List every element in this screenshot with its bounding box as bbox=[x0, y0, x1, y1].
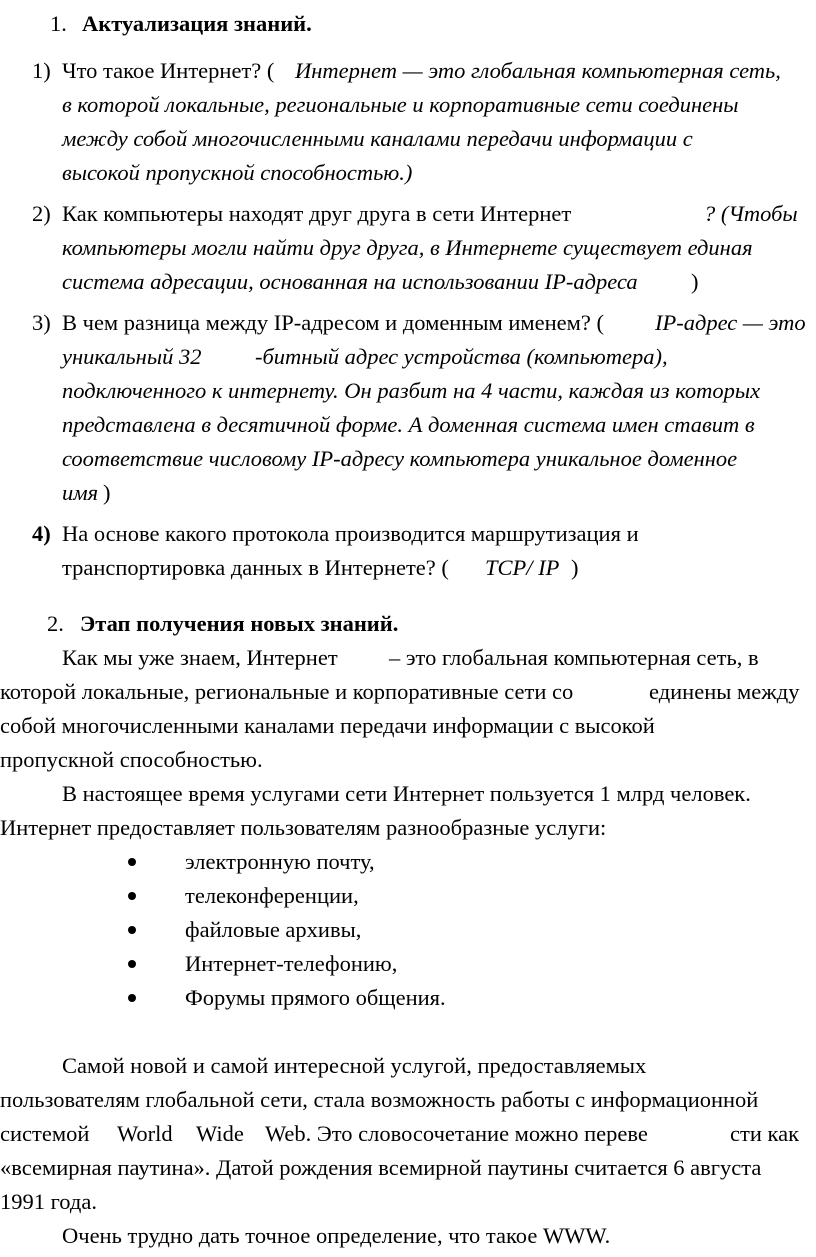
paragraph-1-line-2a: которой локальные, региональные и корпоративные сети со bbox=[0, 679, 574, 704]
question-2-text: Как компьютеры находят друг друга в сети Интернет bbox=[62, 201, 572, 226]
bullet-icon bbox=[128, 858, 136, 866]
paragraph-1-line-1a: Как мы уже знаем, Интернет bbox=[62, 645, 338, 670]
question-3-text: В чем разница между IP-адресом и доменным именем? ( bbox=[62, 310, 605, 335]
paragraph-3-line-3b: World bbox=[117, 1121, 173, 1146]
answer-3-line-2a: уникальный 32 bbox=[62, 344, 202, 369]
paragraph-1-line-3: собой многочисленными каналами передачи информации с высокой bbox=[0, 713, 655, 738]
list-item-service-5: Форумы прямого общения. bbox=[185, 985, 446, 1010]
paragraph-3-line-2: пользователям глобальной сети, стала возможность работы с информационной bbox=[0, 1087, 759, 1112]
bullet-icon bbox=[128, 892, 136, 900]
answer-2-close: ) bbox=[691, 269, 699, 294]
answer-4: TCP/ IP bbox=[485, 555, 560, 580]
paragraph-3-line-1: Самой новой и самой интересной услугой, предоставляемых bbox=[62, 1053, 647, 1078]
answer-2-line-2: компьютеры могли найти друг друга, в Интернете существует единая bbox=[62, 235, 753, 260]
answer-1-line-4: высокой пропускной способностью.) bbox=[62, 160, 413, 185]
section-2-number: 2. bbox=[47, 611, 64, 636]
answer-1-line-1: Интернет — это глобальная компьютерная сеть, bbox=[295, 58, 781, 83]
answer-4-close: ) bbox=[571, 555, 579, 580]
paragraph-1-line-4: пропускной способностью. bbox=[0, 747, 263, 772]
question-1-text: Что такое Интернет? ( bbox=[62, 58, 275, 83]
question-1-number: 1) bbox=[32, 58, 51, 83]
answer-3-line-4: представлена в десятичной форме. А доменная система имен ставит в bbox=[62, 412, 755, 437]
section-1-number: 1. bbox=[50, 11, 67, 36]
answer-3-line-6: имя bbox=[62, 480, 99, 505]
paragraph-3-line-3e: сти как bbox=[730, 1121, 799, 1146]
answer-3-line-2b: -битный адрес устройства (компьютера), bbox=[255, 344, 668, 369]
paragraph-3-line-4: «всемирная паутина». Датой рождения всемирной паутины считается 6 августа bbox=[0, 1155, 762, 1180]
paragraph-4-line-1: Очень трудно дать точное определение, что такое WWW. bbox=[62, 1223, 611, 1248]
question-2-number: 2) bbox=[32, 201, 51, 226]
bullet-icon bbox=[128, 994, 136, 1002]
question-4-text-line-2: транспортировка данных в Интернете? ( bbox=[62, 555, 449, 580]
section-2-title: Этап получения новых знаний. bbox=[80, 611, 399, 636]
section-1-title: Актуализация знаний. bbox=[82, 11, 312, 36]
bullet-icon bbox=[128, 960, 136, 968]
question-4-number: 4) bbox=[32, 521, 51, 546]
paragraph-1-line-2b: единены между bbox=[649, 679, 800, 704]
answer-2-line-1: ? (Чтобы bbox=[704, 201, 798, 226]
list-item-service-3: файловые архивы, bbox=[185, 917, 362, 942]
paragraph-1-line-1b: – это глобальная компьютерная сеть, в bbox=[389, 645, 759, 670]
list-item-service-4: Интернет-телефонию, bbox=[185, 951, 398, 976]
answer-3-close: ) bbox=[103, 480, 111, 505]
paragraph-2-line-1: В настоящее время услугами сети Интернет пользуется 1 млрд человек. bbox=[62, 781, 751, 806]
answer-2-line-3: система адресации, основанная на использовании IP-адреса bbox=[62, 269, 638, 294]
list-item-service-1: электронную почту, bbox=[185, 849, 375, 874]
list-item-service-2: телеконференции, bbox=[185, 883, 359, 908]
question-4-text-line-1: На основе какого протокола производится маршрутизация и bbox=[62, 521, 639, 546]
bullet-icon bbox=[128, 926, 136, 934]
paragraph-3-line-3c: Wide bbox=[196, 1121, 244, 1146]
question-3-number: 3) bbox=[32, 310, 51, 335]
answer-1-line-3: между собой многочисленными каналами передачи информации с bbox=[62, 126, 693, 151]
answer-3-line-3: подключенного к интернету. Он разбит на 4 части, каждая из которых bbox=[62, 378, 761, 403]
paragraph-2-line-2: Интернет предоставляет пользователям разнообразные услуги: bbox=[0, 815, 607, 840]
paragraph-3-line-3d: Web. Это словосочетание можно переве bbox=[265, 1121, 648, 1146]
answer-1-line-2: в которой локальные, региональные и корпоративные сети соединены bbox=[62, 92, 739, 117]
answer-3-line-1: IP-адрес — это bbox=[655, 310, 806, 335]
paragraph-3-line-5: 1991 года. bbox=[0, 1189, 97, 1214]
paragraph-3-line-3a: системой bbox=[0, 1121, 90, 1146]
answer-3-line-5: соответствие числовому IP-адресу компьютера уникальное доменное bbox=[62, 446, 738, 471]
